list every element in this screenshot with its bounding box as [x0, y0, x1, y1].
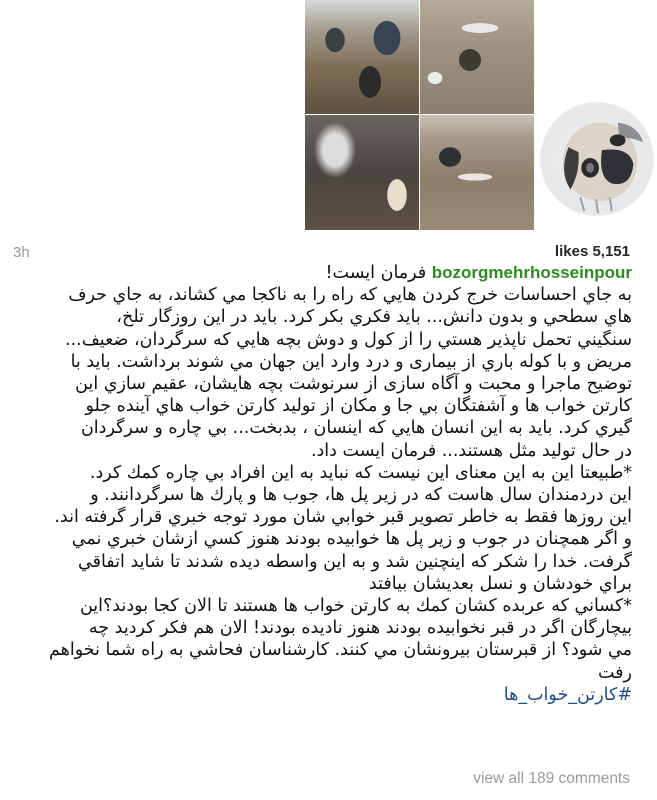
caption-title: فرمان ایست! [325, 263, 427, 283]
pug-avatar-icon [541, 103, 653, 215]
caption-line: *طبيعتا اين به اين معنای اين نيست كه نبايد به اين افراد بي چاره كمك كرد. [89, 462, 632, 483]
hashtag-link[interactable]: #کارتن_خواب_ها [503, 684, 632, 705]
caption-line: كارتن خواب ها و آشفتگان بي جا و مكان از توليد كارتن خواب هاي آينده جلو [85, 396, 632, 417]
avatar[interactable] [540, 102, 654, 216]
post-photo-3[interactable] [305, 115, 419, 230]
post-photo-1[interactable] [305, 0, 419, 114]
caption-line: توضيح ماجرا و محبت و آگاه سازی از سرنوشت بچه هايشان، عقيم سازي اين [75, 374, 632, 395]
username-link[interactable]: bozorgmehrhosseinpour [431, 263, 632, 282]
caption-line: بيچارگان اگر در قبر نخوابيده بودند هنوز ناديده بودند! الان هم فكر كرديد چه [88, 618, 632, 639]
post-image-grid[interactable] [305, 0, 533, 229]
caption-line: اين روزها فقط به خاطر تصوير قبر خوابي شان مورد توجه خبري قرار گرفته اند. [54, 507, 632, 528]
caption-header [8, 262, 632, 284]
caption-line: اين دردمندان سال هاست كه در زير پل ها، جوب ها و پارك ها سرگردانند. و [90, 485, 632, 506]
caption-line: گيري كرد. بايد به اين انسان هايي كه اينسان ، بدبخت... بي چاره و سرگردان [80, 418, 632, 439]
post-timestamp: 3h [13, 244, 30, 261]
caption-line: *كساني كه عربده كشان كمك به كارتن خواب ها هستند تا الان كجا بودند؟اين [79, 596, 632, 617]
caption-line: مي شود؟ از قبرستان بيرونشان مي كنند. كارشناسان فحاشي به راه شما نخواهم [48, 640, 632, 661]
post-caption [8, 262, 632, 706]
caption-line: رفت [597, 662, 632, 683]
caption-line: براي خودشان و نسل بعديشان بيافتد [368, 573, 632, 594]
caption-line: در حال توليد مثل هستند... فرمان ايست داد. [310, 440, 632, 461]
caption-line: هاي سطحي و بدون دانش... بايد فكري بكر كرد. بايد در اين روزگار تلخ، [116, 307, 632, 328]
caption-line: سنگيني تحمل ناپذير هستي را از كول و دوش بچه هايي كه سرگردان، ضعيف... [65, 329, 632, 350]
view-all-comments-link[interactable]: view all 189 comments [473, 770, 630, 787]
caption-line: مريض و با كوله باري از بيماری و درد وارد اين جهان مي شوند برداشت. بايد با [70, 351, 632, 372]
caption-line: گرفت. خدا را شكر كه اينچنين شد و به اين واسطه ديده شدند تا شايد اتفاقي [78, 551, 632, 572]
post-photo-2[interactable] [420, 0, 534, 114]
caption-line: و اگر همچنان در جوب و زير پل ها خوابيده بودند هنوز كسي ازشان خبري نمي [71, 529, 632, 550]
post-photo-4[interactable] [420, 115, 534, 230]
caption-line: به جاي احساسات خرج كردن هايي كه راه را به ناكجا مي كشاند، به جاي حرف [68, 285, 632, 306]
likes-count[interactable]: likes 5,151 [554, 243, 630, 260]
